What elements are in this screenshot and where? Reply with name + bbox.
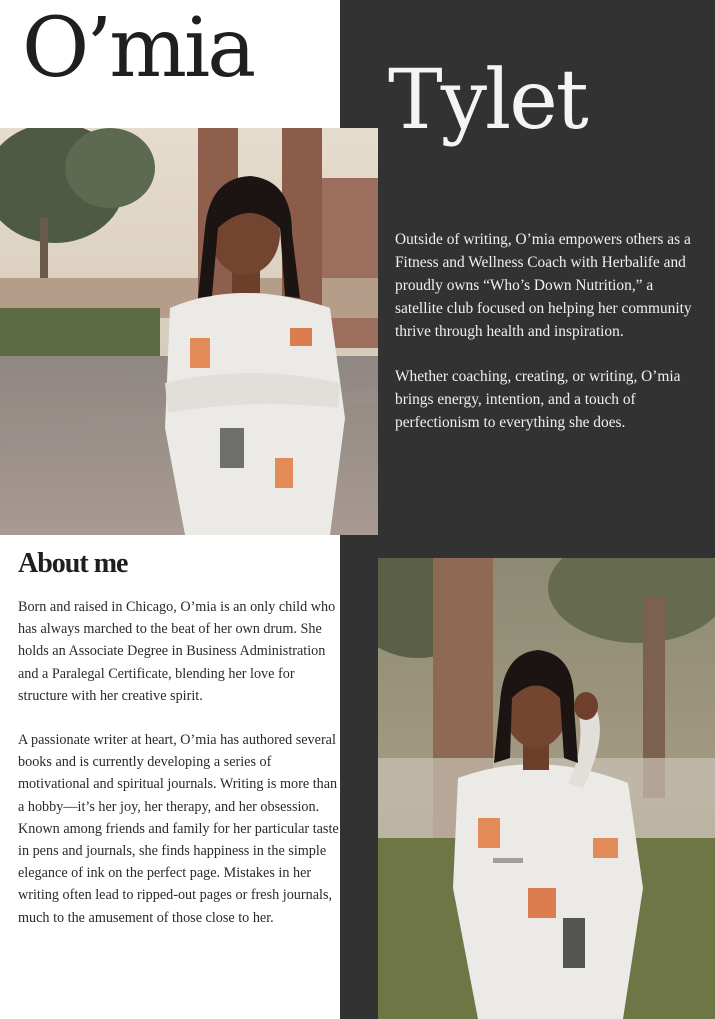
about-paragraph-writing: A passionate writer at heart, O’mia has authored several books and is currently developing a series of motivational and spiritual journals. Writing is more than a hobby—it’s her joy, her therapy, and her obsession. Known among friends and family for her particular taste in pens and journals, she finds happiness in the simple elegance of ink on the perfect page. Mistakes in her writing often lead to ripped-out pages or fresh journals, much to the amusement of those close to her. — [18, 732, 339, 926]
coaching-paragraph: Outside of writing, O’mia empowers others as a Fitness and Wellness Coach with Herbalife and proudly owns “Who’s Down Nutrition,” a satellite club focused on helping her community thrive through health and inspiration. — [395, 231, 692, 340]
portrait-photo-arms-crossed — [0, 128, 378, 535]
about-paragraph-background: Born and raised in Chicago, O’mia is an only child who has always marched to the beat of her own drum. She holds an Associate Degree in Business Administration and a Paralegal Certificate, blending her love for structure with her creative spirit. — [18, 599, 336, 704]
about-body — [18, 596, 340, 951]
closing-paragraph: Whether coaching, creating, or writing, O’mia brings energy, intention, and a touch of perfectionism to everything she does. — [395, 368, 681, 431]
first-name-title: O’mia — [22, 1, 254, 96]
coaching-bio — [395, 228, 695, 456]
about-heading: About me — [18, 548, 128, 579]
portrait-photo-palm-trees — [378, 558, 715, 1019]
last-name-title: Tylet — [388, 53, 587, 148]
